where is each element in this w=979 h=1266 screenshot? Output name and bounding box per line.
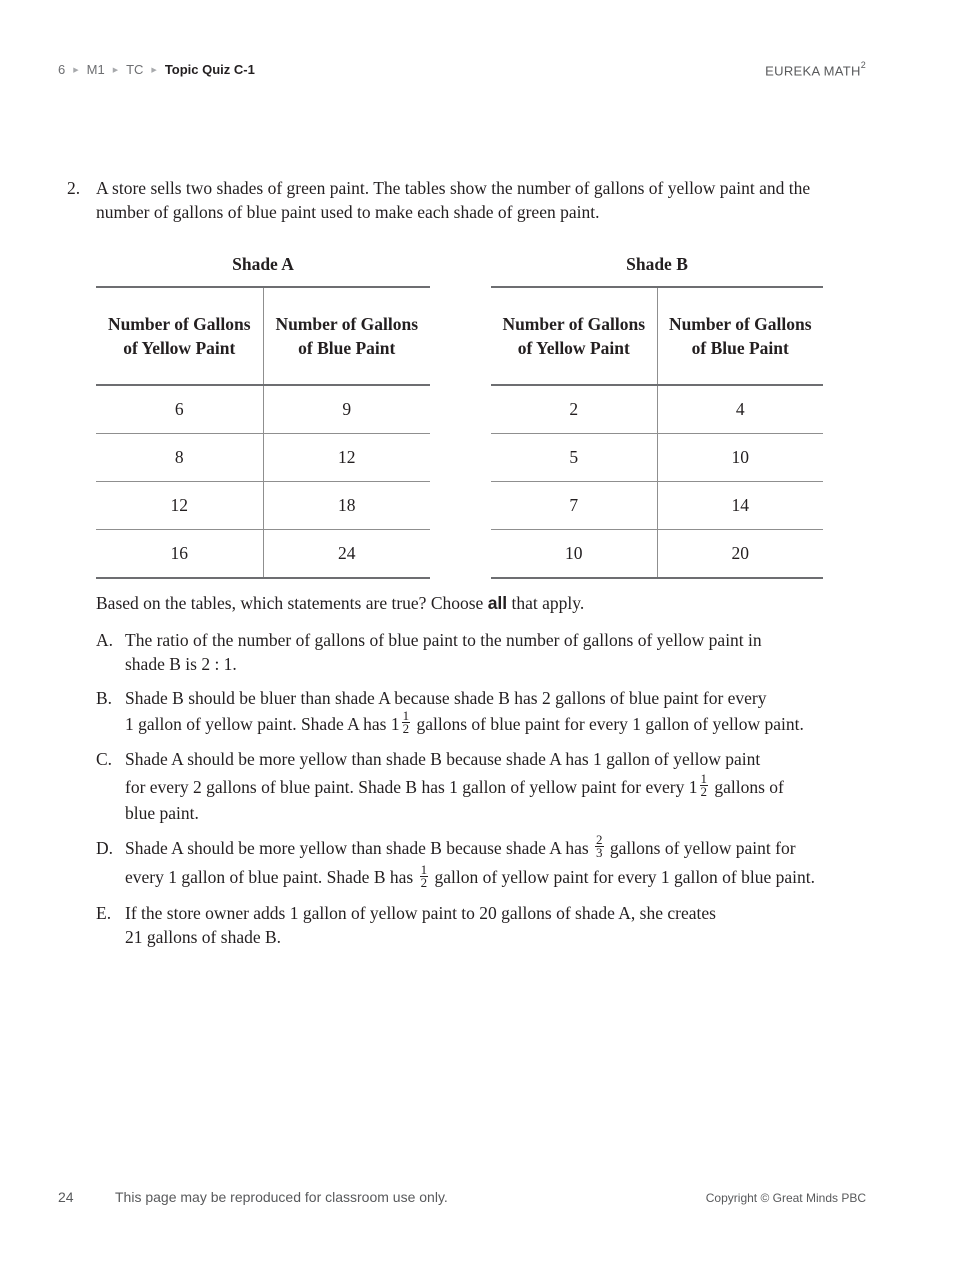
option-line: Shade B should be bluer than shade A because shade B has 2 gallons of blue paint for every bbox=[125, 688, 767, 708]
reproduction-note: This page may be reproduced for classroom use only. bbox=[115, 1189, 448, 1205]
breadcrumb-module: M1 bbox=[86, 62, 105, 77]
shade-b-table bbox=[491, 286, 823, 579]
fraction bbox=[595, 834, 604, 859]
column-header-yellow: Number of Gallons of Yellow Paint bbox=[96, 287, 263, 385]
option-text bbox=[125, 832, 876, 892]
question-text: A store sells two shades of green paint. The tables show the number of gallons of yellow paint and the number of gallons of blue paint used to make each shade of green paint. bbox=[96, 178, 811, 222]
column-header-yellow: Number of Gallons of Yellow Paint bbox=[491, 287, 657, 385]
table-cell: 14 bbox=[657, 482, 823, 530]
table-row bbox=[491, 482, 823, 530]
breadcrumb bbox=[58, 62, 255, 77]
chevron-right-icon: ▶ bbox=[151, 66, 157, 74]
chevron-right-icon: ▶ bbox=[73, 66, 79, 74]
option-text bbox=[125, 901, 876, 949]
shade-a-table-block bbox=[96, 252, 430, 579]
option-text bbox=[125, 686, 876, 738]
breadcrumb-topic: TC bbox=[126, 62, 144, 77]
option-letter: D. bbox=[96, 838, 114, 858]
option-letter: C. bbox=[96, 749, 113, 769]
column-header-blue: Number of Gallons of Blue Paint bbox=[668, 314, 812, 358]
table-row bbox=[96, 434, 430, 482]
option-text bbox=[125, 628, 876, 676]
fraction-denominator: 2 bbox=[700, 784, 707, 800]
table-cell: 20 bbox=[657, 530, 823, 579]
table-row bbox=[96, 482, 430, 530]
brand-logo bbox=[765, 62, 866, 78]
option-line: shade B is 2 : 1. bbox=[125, 654, 237, 674]
page-number: 24 bbox=[58, 1189, 74, 1205]
option-letter: A. bbox=[96, 630, 114, 650]
table-cell: 12 bbox=[96, 482, 263, 530]
option-line-part: gallon of yellow paint for every 1 gallon of blue paint. bbox=[430, 867, 815, 888]
shade-a-title: Shade A bbox=[232, 254, 294, 274]
table-cell: 9 bbox=[263, 385, 430, 434]
table-cell: 8 bbox=[96, 434, 263, 482]
option-line-part: Shade A should be more yellow than shade B because shade A has bbox=[125, 838, 594, 858]
table-cell: 24 bbox=[263, 530, 430, 579]
table-row bbox=[491, 530, 823, 579]
column-header-blue: Number of Gallons of Blue Paint bbox=[275, 314, 419, 358]
option-line bbox=[125, 771, 876, 801]
shade-b-table-block bbox=[491, 252, 823, 579]
fraction bbox=[420, 861, 429, 890]
option-line bbox=[125, 861, 876, 891]
option-line bbox=[125, 708, 876, 738]
option-line-part: for every 2 gallons of blue paint. Shade B has 1 gallon of yellow paint for every 1 bbox=[125, 777, 698, 797]
fraction-numerator: 2 bbox=[596, 832, 603, 848]
table-cell: 5 bbox=[491, 434, 657, 482]
table-cell: 2 bbox=[491, 385, 657, 434]
table-cell: 7 bbox=[491, 482, 657, 530]
shade-b-title: Shade B bbox=[626, 254, 688, 274]
copyright: Copyright © Great Minds PBC bbox=[705, 1191, 866, 1205]
table-cell: 4 bbox=[657, 385, 823, 434]
fraction-denominator: 2 bbox=[420, 874, 428, 890]
fraction-denominator: 3 bbox=[596, 845, 603, 861]
brand-superscript: 2 bbox=[860, 60, 866, 70]
breadcrumb-current: Topic Quiz C-1 bbox=[164, 62, 255, 77]
option-line: blue paint. bbox=[125, 803, 199, 824]
table-cell: 10 bbox=[491, 530, 657, 579]
option-line-part: gallons of yellow paint for bbox=[605, 838, 796, 858]
table-row bbox=[96, 530, 430, 579]
fraction-numerator: 1 bbox=[420, 861, 428, 877]
question-prompt bbox=[96, 591, 584, 615]
table-cell: 16 bbox=[96, 530, 263, 579]
fraction-numerator: 1 bbox=[700, 771, 707, 787]
shade-a-table bbox=[96, 286, 430, 579]
chevron-right-icon: ▶ bbox=[112, 66, 119, 74]
table-cell: 6 bbox=[96, 385, 263, 434]
table-row bbox=[491, 434, 823, 482]
brand-name: EUREKA MATH bbox=[765, 63, 861, 79]
option-letter: B. bbox=[96, 688, 113, 708]
table-header-row bbox=[491, 287, 823, 385]
option-line: Shade A should be more yellow than shade B because shade A has 1 gallon of yellow paint bbox=[125, 749, 761, 769]
question-number: 2. bbox=[67, 178, 81, 198]
fraction-denominator: 2 bbox=[402, 721, 410, 737]
table-row bbox=[96, 385, 430, 434]
prompt-text-after: that apply. bbox=[507, 593, 585, 613]
breadcrumb-grade: 6 bbox=[58, 62, 66, 77]
option-line-part: gallons of bbox=[710, 777, 784, 797]
option-line-part: gallons of blue paint for every 1 gallon of yellow paint. bbox=[412, 714, 804, 734]
table-cell: 12 bbox=[263, 434, 430, 482]
option-line-part: 1 gallon of yellow paint. Shade A has 1 bbox=[125, 714, 400, 734]
fraction bbox=[700, 773, 709, 798]
prompt-emphasis: all bbox=[487, 593, 508, 613]
table-cell: 18 bbox=[263, 482, 430, 530]
option-line: The ratio of the number of gallons of blue paint to the number of gallons of yellow paint in bbox=[125, 630, 762, 650]
page-header bbox=[58, 62, 866, 82]
fraction-numerator: 1 bbox=[402, 708, 410, 724]
option-text bbox=[125, 747, 876, 825]
table-row bbox=[491, 385, 823, 434]
option-line bbox=[125, 832, 876, 862]
option-letter: E. bbox=[96, 903, 112, 923]
option-line-part: every 1 gallon of blue paint. Shade B has bbox=[125, 867, 418, 888]
fraction bbox=[402, 710, 411, 735]
table-cell: 10 bbox=[657, 434, 823, 482]
table-header-row bbox=[96, 287, 430, 385]
option-line: 21 gallons of shade B. bbox=[125, 927, 282, 947]
prompt-text-before: Based on the tables, which statements are true? Choose bbox=[96, 593, 488, 613]
option-line: If the store owner adds 1 gallon of yellow paint to 20 gallons of shade A, she creates bbox=[125, 903, 716, 923]
